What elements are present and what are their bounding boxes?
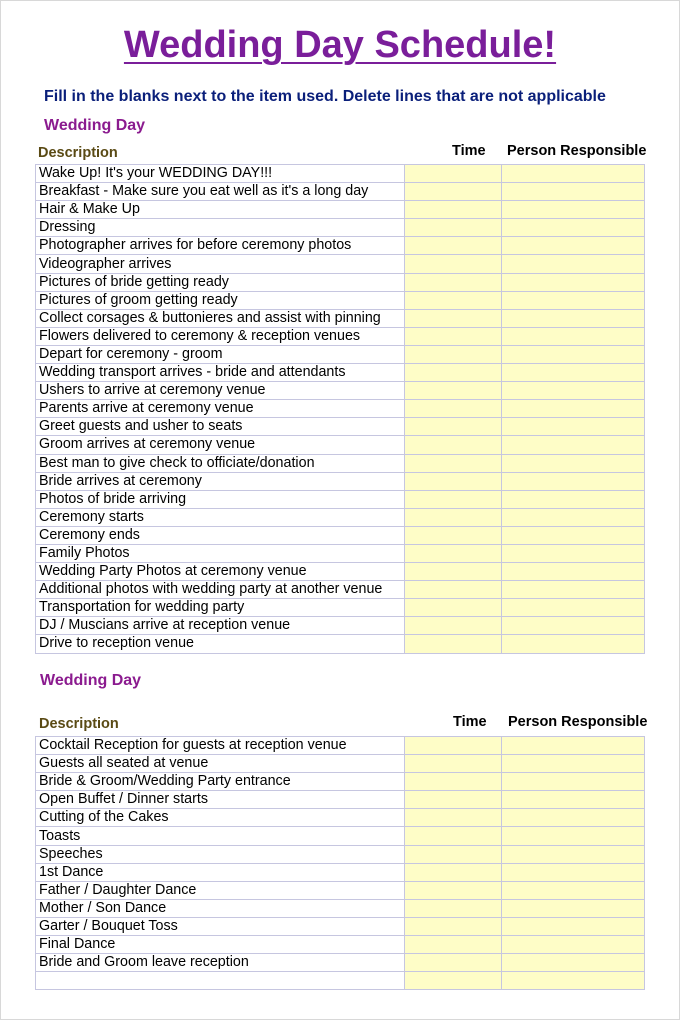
- table-row: [36, 954, 645, 972]
- time-field[interactable]: [405, 954, 502, 972]
- table-row: [36, 581, 645, 599]
- time-field[interactable]: [405, 454, 502, 472]
- section-2-description-header: Description: [39, 716, 119, 732]
- item-description: Pictures of bride getting ready: [36, 273, 405, 291]
- section-1-heading: Wedding Day: [44, 117, 146, 134]
- time-field[interactable]: [405, 563, 502, 581]
- table-row: [36, 791, 645, 809]
- table-row: [36, 273, 645, 291]
- person-responsible-field[interactable]: [502, 309, 645, 327]
- item-description: Depart for ceremony - groom: [36, 345, 405, 363]
- time-field[interactable]: [405, 827, 502, 845]
- time-field[interactable]: [405, 345, 502, 363]
- person-responsible-field[interactable]: [502, 972, 645, 990]
- person-responsible-field[interactable]: [502, 617, 645, 635]
- time-field[interactable]: [405, 255, 502, 273]
- person-responsible-field[interactable]: [502, 327, 645, 345]
- table-row: [36, 345, 645, 363]
- table-row: [36, 219, 645, 237]
- time-field[interactable]: [405, 508, 502, 526]
- table-row: [36, 544, 645, 562]
- person-responsible-field[interactable]: [502, 581, 645, 599]
- person-responsible-field[interactable]: [502, 165, 645, 183]
- person-responsible-field[interactable]: [502, 599, 645, 617]
- person-responsible-field[interactable]: [502, 400, 645, 418]
- person-responsible-field[interactable]: [502, 382, 645, 400]
- table-row: [36, 563, 645, 581]
- section-2-person-header: Person Responsible: [508, 714, 648, 730]
- item-description: Toasts: [36, 827, 405, 845]
- person-responsible-field[interactable]: [502, 364, 645, 382]
- person-responsible-field[interactable]: [502, 508, 645, 526]
- item-description: DJ / Muscians arrive at reception venue: [36, 617, 405, 635]
- person-responsible-field[interactable]: [502, 936, 645, 954]
- item-description: Final Dance: [36, 936, 405, 954]
- item-description: Bride and Groom leave reception: [36, 954, 405, 972]
- table-row: [36, 508, 645, 526]
- item-description: Mother / Son Dance: [36, 899, 405, 917]
- person-responsible-field[interactable]: [502, 454, 645, 472]
- table-row: [36, 845, 645, 863]
- time-field[interactable]: [405, 436, 502, 454]
- time-field[interactable]: [405, 581, 502, 599]
- table-row: [36, 617, 645, 635]
- table-row: [36, 165, 645, 183]
- time-field[interactable]: [405, 773, 502, 791]
- table-row: [36, 472, 645, 490]
- time-field[interactable]: [405, 400, 502, 418]
- section-1-person-header: Person Responsible: [507, 143, 647, 159]
- person-responsible-field[interactable]: [502, 273, 645, 291]
- item-description: Photographer arrives for before ceremony photos: [36, 237, 405, 255]
- table-row: [36, 255, 645, 273]
- time-field[interactable]: [405, 899, 502, 917]
- person-responsible-field[interactable]: [502, 472, 645, 490]
- person-responsible-field[interactable]: [502, 563, 645, 581]
- section-2-time-header: Time: [453, 714, 487, 730]
- time-field[interactable]: [405, 544, 502, 562]
- table-row: [36, 526, 645, 544]
- person-responsible-field[interactable]: [502, 899, 645, 917]
- item-description: Ceremony starts: [36, 508, 405, 526]
- time-field[interactable]: [405, 273, 502, 291]
- section-1-description-header: Description: [38, 145, 118, 161]
- table-row: [36, 863, 645, 881]
- table-row: [36, 436, 645, 454]
- item-description: Family Photos: [36, 544, 405, 562]
- item-description: Groom arrives at ceremony venue: [36, 436, 405, 454]
- time-field[interactable]: [405, 219, 502, 237]
- item-description: Open Buffet / Dinner starts: [36, 791, 405, 809]
- table-row: [36, 364, 645, 382]
- item-description: Best man to give check to officiate/donation: [36, 454, 405, 472]
- person-responsible-field[interactable]: [502, 490, 645, 508]
- section-1-time-header: Time: [452, 143, 486, 159]
- person-responsible-field[interactable]: [502, 183, 645, 201]
- person-responsible-field[interactable]: [502, 526, 645, 544]
- item-description: Guests all seated at venue: [36, 755, 405, 773]
- table-row: [36, 881, 645, 899]
- table-row: [36, 490, 645, 508]
- person-responsible-field[interactable]: [502, 917, 645, 935]
- time-field[interactable]: [405, 237, 502, 255]
- table-row: [36, 309, 645, 327]
- table-row: [36, 454, 645, 472]
- person-responsible-field[interactable]: [502, 219, 645, 237]
- item-description: Wake Up! It's your WEDDING DAY!!!: [36, 165, 405, 183]
- person-responsible-field[interactable]: [502, 201, 645, 219]
- table-row: [36, 755, 645, 773]
- table-row: [36, 382, 645, 400]
- time-field[interactable]: [405, 327, 502, 345]
- person-responsible-field[interactable]: [502, 737, 645, 755]
- table-row: [36, 291, 645, 309]
- time-field[interactable]: [405, 972, 502, 990]
- table-row: [36, 237, 645, 255]
- time-field[interactable]: [405, 863, 502, 881]
- time-field[interactable]: [405, 309, 502, 327]
- time-field[interactable]: [405, 791, 502, 809]
- time-field[interactable]: [405, 936, 502, 954]
- item-description: Collect corsages & buttonieres and assist with pinning: [36, 309, 405, 327]
- time-field[interactable]: [405, 490, 502, 508]
- item-description: Wedding Party Photos at ceremony venue: [36, 563, 405, 581]
- item-description: Drive to reception venue: [36, 635, 405, 653]
- table-row: [36, 972, 645, 990]
- person-responsible-field[interactable]: [502, 791, 645, 809]
- person-responsible-field[interactable]: [502, 635, 645, 653]
- person-responsible-field[interactable]: [502, 345, 645, 363]
- person-responsible-field[interactable]: [502, 544, 645, 562]
- time-field[interactable]: [405, 737, 502, 755]
- item-description: Father / Daughter Dance: [36, 881, 405, 899]
- section-2-table: [35, 736, 645, 990]
- person-responsible-field[interactable]: [502, 827, 645, 845]
- time-field[interactable]: [405, 635, 502, 653]
- page-title: [0, 20, 680, 70]
- person-responsible-field[interactable]: [502, 418, 645, 436]
- table-row: [36, 827, 645, 845]
- time-field[interactable]: [405, 881, 502, 899]
- time-field[interactable]: [405, 472, 502, 490]
- item-description: Bride & Groom/Wedding Party entrance: [36, 773, 405, 791]
- person-responsible-field[interactable]: [502, 954, 645, 972]
- table-row: [36, 418, 645, 436]
- item-description: Cocktail Reception for guests at reception venue: [36, 737, 405, 755]
- table-row: [36, 773, 645, 791]
- item-description: Transportation for wedding party: [36, 599, 405, 617]
- table-row: [36, 936, 645, 954]
- instructions: Fill in the blanks next to the item used. Delete lines that are not applicable: [44, 88, 606, 105]
- person-responsible-field[interactable]: [502, 237, 645, 255]
- item-description: Cutting of the Cakes: [36, 809, 405, 827]
- time-field[interactable]: [405, 418, 502, 436]
- item-description: Ushers to arrive at ceremony venue: [36, 382, 405, 400]
- person-responsible-field[interactable]: [502, 755, 645, 773]
- table-row: [36, 809, 645, 827]
- table-row: [36, 327, 645, 345]
- person-responsible-field[interactable]: [502, 881, 645, 899]
- person-responsible-field[interactable]: [502, 436, 645, 454]
- person-responsible-field[interactable]: [502, 255, 645, 273]
- time-field[interactable]: [405, 845, 502, 863]
- person-responsible-field[interactable]: [502, 809, 645, 827]
- time-field[interactable]: [405, 382, 502, 400]
- item-description: Greet guests and usher to seats: [36, 418, 405, 436]
- time-field[interactable]: [405, 617, 502, 635]
- person-responsible-field[interactable]: [502, 291, 645, 309]
- item-description: Garter / Bouquet Toss: [36, 917, 405, 935]
- time-field[interactable]: [405, 364, 502, 382]
- item-description: Speeches: [36, 845, 405, 863]
- table-row: [36, 737, 645, 755]
- table-row: [36, 635, 645, 653]
- time-field[interactable]: [405, 917, 502, 935]
- item-description: Photos of bride arriving: [36, 490, 405, 508]
- item-description: Dressing: [36, 219, 405, 237]
- time-field[interactable]: [405, 526, 502, 544]
- item-description: Ceremony ends: [36, 526, 405, 544]
- time-field[interactable]: [405, 599, 502, 617]
- page-title-text: Wedding Day Schedule!: [123, 24, 557, 66]
- item-description: [36, 972, 405, 990]
- time-field[interactable]: [405, 755, 502, 773]
- table-row: [36, 201, 645, 219]
- person-responsible-field[interactable]: [502, 845, 645, 863]
- time-field[interactable]: [405, 291, 502, 309]
- person-responsible-field[interactable]: [502, 863, 645, 881]
- time-field[interactable]: [405, 183, 502, 201]
- table-row: [36, 400, 645, 418]
- table-row: [36, 599, 645, 617]
- item-description: Breakfast - Make sure you eat well as it's a long day: [36, 183, 405, 201]
- time-field[interactable]: [405, 809, 502, 827]
- item-description: Bride arrives at ceremony: [36, 472, 405, 490]
- time-field[interactable]: [405, 201, 502, 219]
- item-description: Pictures of groom getting ready: [36, 291, 405, 309]
- item-description: Additional photos with wedding party at another venue: [36, 581, 405, 599]
- section-1-table: [35, 164, 645, 654]
- item-description: Flowers delivered to ceremony & reception venues: [36, 327, 405, 345]
- person-responsible-field[interactable]: [502, 773, 645, 791]
- table-row: [36, 899, 645, 917]
- item-description: 1st Dance: [36, 863, 405, 881]
- item-description: Hair & Make Up: [36, 201, 405, 219]
- item-description: Wedding transport arrives - bride and attendants: [36, 364, 405, 382]
- section-2-heading: Wedding Day: [40, 672, 142, 689]
- table-row: [36, 183, 645, 201]
- time-field[interactable]: [405, 165, 502, 183]
- table-row: [36, 917, 645, 935]
- item-description: Videographer arrives: [36, 255, 405, 273]
- item-description: Parents arrive at ceremony venue: [36, 400, 405, 418]
